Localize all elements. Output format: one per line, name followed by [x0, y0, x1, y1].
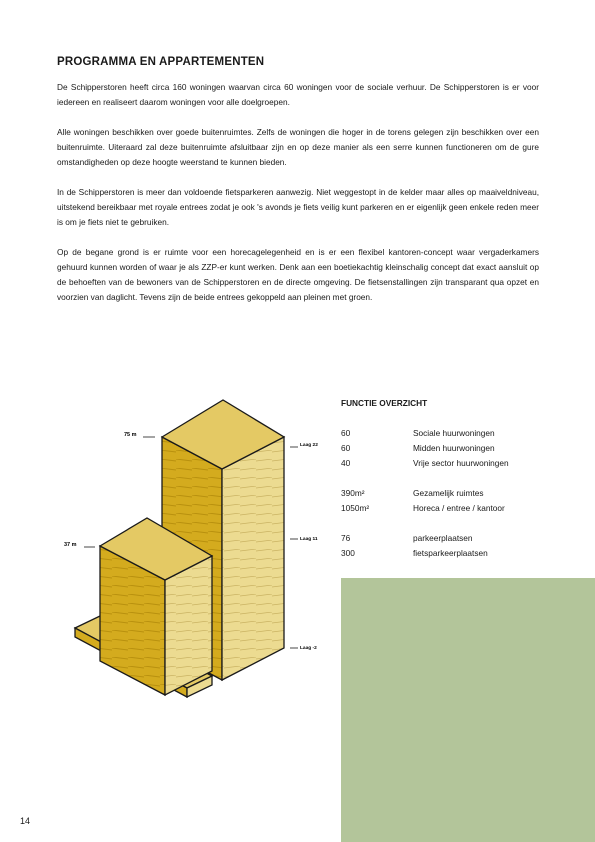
level-label-11: Laag 11 [300, 537, 318, 542]
functie-overzicht-title: FUNCTIE OVERZICHT [341, 398, 428, 408]
level-label-min2: Laag -2 [300, 646, 317, 651]
functie-number: 60 [341, 428, 351, 438]
paragraph-3: In de Schipperstoren is meer dan voldoende fietsparkeren aanwezig. Niet weggestopt in de kelder maar alles op maaiveldniveau, uitstekend bereikbaar met royale entrees zodat je ook 's avonds je fiets veilig kunt parkeren en er eigenlijk geen enkele reden meer is om je fiets niet te gebruiken. [57, 187, 539, 227]
functie-label: Horeca / entree / kantoor [413, 503, 505, 513]
functie-number: 40 [341, 458, 351, 468]
functie-label: Midden huurwoningen [413, 443, 495, 453]
functie-label: Gezamelijk ruimtes [413, 488, 484, 498]
height-label-75: 75 m [124, 432, 137, 438]
functie-label: Vrije sector huurwoningen [413, 458, 509, 468]
functie-number: 1050m² [341, 503, 370, 513]
page-title: PROGRAMMA EN APPARTEMENTEN [57, 56, 265, 68]
tall-tower-front [222, 437, 284, 680]
paragraph-1: De Schipperstoren heeft circa 160 woningen waarvan circa 60 woningen voor de sociale verhuur. De Schipperstoren is er voor iedereen en realiseert daarom woningen voor alle doelgroepen. [57, 82, 539, 107]
functie-label: parkeerplaatsen [413, 533, 473, 543]
level-label-22: Laag 22 [300, 443, 318, 448]
functie-number: 76 [341, 533, 351, 543]
functie-number: 300 [341, 548, 355, 558]
functie-number: 390m² [341, 488, 365, 498]
functie-label: Sociale huurwoningen [413, 428, 495, 438]
green-color-block [341, 578, 595, 842]
building-isometric-diagram [60, 395, 340, 705]
paragraph-4: Op de begane grond is er ruimte voor een horecagelegenheid en is er een flexibel kantoren-concept waar vergaderkamers gehuurd kunnen worden of waar je als ZZP-er kunt werken. Denk aan een boetiekachtig kleinschalig concept dat exact aansluit op de behoeften van de bewoners van de Schipperstoren en de directe omgeving. De fietsenstallingen zijn transparant qua opzet en voorzien van daglicht. Tevens zijn de beide entrees gekoppeld aan pleinen met groen. [57, 247, 539, 302]
height-label-37: 37 m [64, 542, 77, 548]
functie-label: fietsparkeerplaatsen [413, 548, 488, 558]
intro-text [57, 80, 539, 305]
page-number: 14 [20, 816, 31, 826]
paragraph-2: Alle woningen beschikken over goede buitenruimtes. Zelfs de woningen die hoger in de torens gelegen zijn beschikken over een buitenruimte. Uiteraard zal deze buitenruimte afsluitbaar zijn en op deze manier als een serre kunnen functioneren om de gure omstandigheden op deze hoogte weerstand te kunnen bieden. [57, 127, 539, 167]
functie-number: 60 [341, 443, 351, 453]
